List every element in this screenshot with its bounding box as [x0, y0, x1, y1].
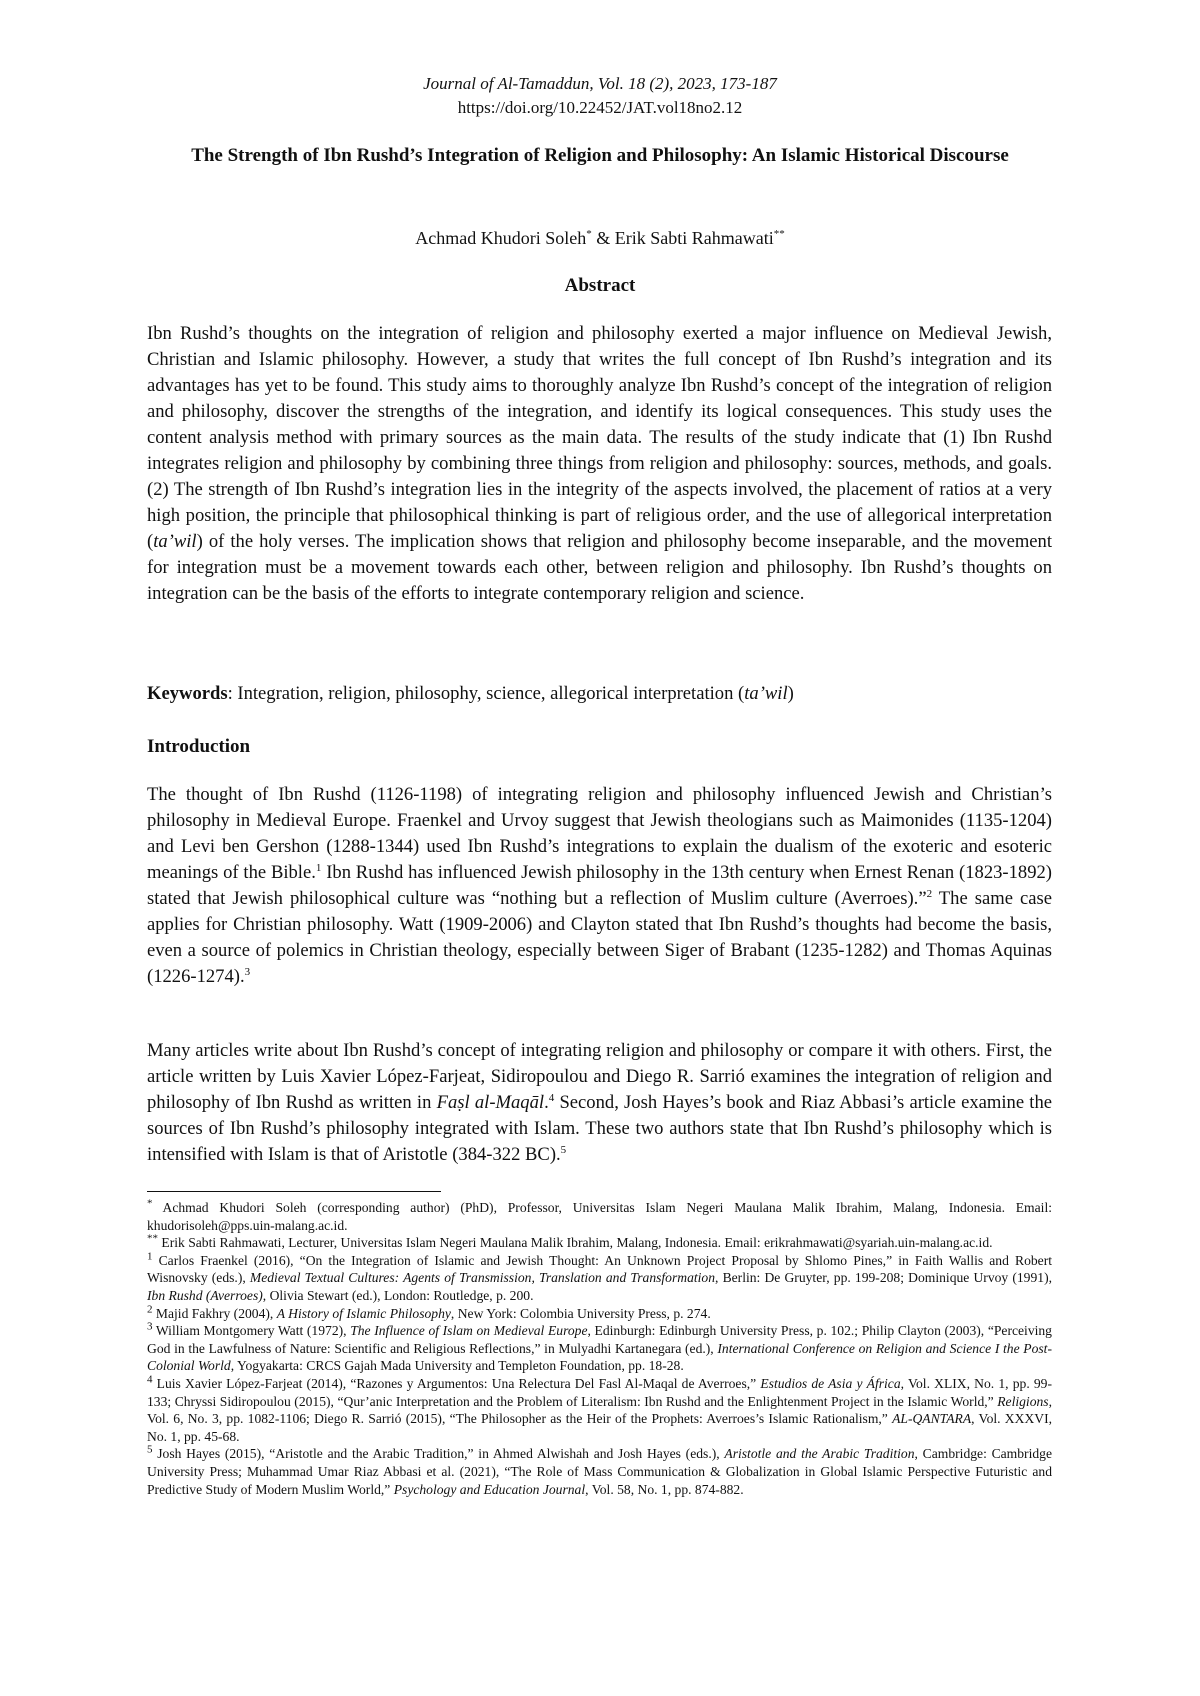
italic-term: Faṣl al-Maqāl — [436, 1092, 545, 1113]
footnote-separator — [147, 1191, 441, 1192]
abstract-heading: Abstract — [564, 275, 636, 296]
footnote-ref[interactable]: 2 — [926, 887, 933, 900]
section-heading-introduction: Introduction — [147, 736, 251, 757]
author-line — [0, 222, 1200, 250]
footnote-text: Erik Sabti Rahmawati, Lecturer, Universitas Islam Negeri Maulana Malik Ibrahim, Malang, Indonesia. Email: erikrahmawati@syariah.uin-malang.ac.id. — [158, 1235, 993, 1251]
footnote-italic: A History of Islamic Philosophy — [276, 1305, 451, 1321]
footnote-text: , Yogyakarta: CRCS Gajah Mada University and Templeton Foundation, pp. 18-28. — [230, 1358, 684, 1374]
text-run: Ibn Rushd has influenced Jewish philosophy in the 13th century when Ernest Renan (1823-1892) stated that Jewish philosophical culture was “nothing but a reflection of Muslim culture (Averroes).” — [147, 862, 1052, 909]
footnote-text: , Vol. XXXVI, No. 1, pp. 45-68. — [147, 1411, 1052, 1444]
footnote-text: , Vol. 58, No. 1, pp. 874-882. — [585, 1481, 744, 1497]
body-paragraph — [147, 782, 1052, 990]
footnote-text: , Vol. 6, No. 3, pp. 1082-1106; Diego R. Sarrió (2015), “The Philosopher as the Heir of the Prophets: Averroes’s Islamic Rationalism,” — [147, 1393, 1052, 1427]
footnote-text: Majid Fakhry (2004), — [152, 1305, 277, 1321]
body-paragraph: Many articles write about Ibn Rushd’s concept of integrating religion and philosophy or compare it with others. First, the article written by Luis Xavier López-Farjeat, Sidiropoulou and Diego R. Sarrió examines the integration of religion and philosophy of Ibn Rushd as written in Faṣl al-Maqāl.$^4$ Second, Josh Hayes’s book and Riaz Abbasi’s article examine the sources of Ibn Rushd’s philosophy integrated with Islam. These two authors state that Ibn Rushd’s philosophy which is intensified with Islam is that of Aristotle (384-322 BC).$^5$ — [147, 1040, 1053, 1165]
footnote-mark: 3 — [147, 1320, 153, 1333]
footnote-ref[interactable]: 1 — [315, 861, 322, 874]
text-run: Second, Josh Hayes’s book and Riaz Abbasi’s article examine the sources of Ibn Rushd’s philosophy integrated with Islam. These two authors state that Ibn Rushd’s philosophy which is intensified with Islam is that of Aristotle (384-322 BC). — [147, 1092, 1053, 1165]
footnote-text: Luis Xavier López-Farjeat (2014), “Razones y Argumentos: Una Relectura Del Fasl Al-Maqal de Averroes,” — [152, 1375, 761, 1391]
text-run: ) — [787, 683, 794, 704]
footnote-italic: International Conference on Religion and Science I the Post-Colonial World — [147, 1340, 1052, 1374]
footnote-text: Josh Hayes (2015), “Aristotle and the Arabic Tradition,” in Ahmed Alwishah and Josh Hayes (eds.), — [152, 1446, 725, 1462]
footnote-text: , Edinburgh: Edinburgh University Press, p. 102.; Philip Clayton (2003), “Perceiving God in the Lawfulness of Nature: Scientific and Religious Reflections,” in Mulyadhi Kartanegara (ed.), — [147, 1323, 1052, 1356]
footnote-italic: Religions — [997, 1393, 1049, 1409]
journal-citation: Journal of Al-Tamaddun, Vol. 18 (2), 2023, 173-187 — [423, 74, 777, 93]
footnote-italic: Medieval Textual Cultures: Agents of Transmission, Translation and Transformation — [249, 1270, 716, 1286]
footnote-mark: 2 — [147, 1303, 153, 1316]
italic-term: ta’wil — [153, 531, 197, 552]
doi-link[interactable]: https://doi.org/10.22452/JAT.vol18no2.12 — [457, 98, 743, 117]
author-name: Erik Sabti Rahmawati — [614, 228, 774, 248]
footnote — [147, 1305, 1052, 1323]
text-run: The thought of Ibn Rushd (1126-1198) of integrating religion and philosophy influenced Jewish and Christian’s philosophy in Medieval Europe. Fraenkel and Urvoy suggest that Jewish theologians such as Maimonides (1135-1204) and Levi ben Gershon (1288-1344) used Ibn Rushd’s integrations to explain the dualism of the exoteric and esoteric meanings of the Bible. — [147, 784, 1052, 883]
footnote-text: , New York: Colombia University Press, p. 274. — [450, 1305, 711, 1321]
footnote-italic: Aristotle and the Arabic Tradition — [724, 1446, 915, 1462]
footnote-ref[interactable]: 4 — [548, 1091, 555, 1104]
author-separator: & — [591, 228, 615, 248]
text-run: ) of the holy verses. The implication shows that religion and philosophy become inseparable, and the movement for integration must be a movement towards each other, between religion and philosophy. Ibn Rushd’s thoughts on integration can be the basis of the efforts to integrate contemporary religion and science. — [147, 531, 1052, 604]
keywords-label: Keywords — [147, 683, 228, 704]
footnote — [147, 1375, 1052, 1445]
text-run: : Integration, religion, philosophy, science, allegorical interpretation ( — [227, 683, 745, 704]
text-run: Ibn Rushd’s thoughts on the integration of religion and philosophy exerted a major influence on Medieval Jewish, Christian and Islamic philosophy. However, a study that writes the full concept of Ibn Rushd’s integration and its advantages has yet to be found. This study aims to thoroughly analyze Ibn Rushd’s concept of the integration of religion and philosophy, discover the strengths of the integration, and identify its logical consequences. This study uses the content analysis method with primary sources as the main data. The results of the study indicate that (1) Ibn Rushd integrates religion and philosophy by combining three things from religion and philosophy: sources, methods, and goals. (2) The strength of Ibn Rushd’s integration lies in the integrity of the aspects involved, the placement of ratios at a very high position, the principle that philosophical thinking is part of religious order, and the use of allegorical interpretation ( — [147, 323, 1052, 552]
footnote-italic: The Influence of Islam on Medieval Europe — [350, 1323, 588, 1339]
text-run: The same case applies for Christian philosophy. Watt (1909-2006) and Clayton stated that Ibn Rushd’s thoughts had become the basis, even a source of polemics in Christian theology, especially between Siger of Brabant (1235-1282) and Thomas Aquinas (1226-1274). — [147, 888, 1052, 987]
footnote — [147, 1199, 1052, 1234]
footnote-marker[interactable]: ** — [773, 228, 785, 240]
footnote-text: , Berlin: De Gruyter, pp. 199-208; Dominique Urvoy (1991), — [715, 1270, 1052, 1286]
keywords-line — [147, 681, 1052, 707]
footnote-text: Achmad Khudori Soleh (corresponding author) (PhD), Professor, Universitas Islam Negeri Maulana Malik Ibrahim, Malang, Indonesia. Email: khudorisoleh@pps.uin-malang.ac.id. — [147, 1200, 1052, 1233]
footnote-mark: 5 — [147, 1443, 153, 1456]
footnote-text: , Vol. XLIX, No. 1, pp. 99-133; Chryssi Sidiropoulou (2015), “Qur’anic Interpretation and the Problem of Literalism: Ibn Rushd and the Enlightenment Project in the Islamic World,” — [147, 1375, 1053, 1409]
footnote-text: Carlos Fraenkel (2016), “On the Integration of Islamic and Jewish Thought: An Unknown Project Proposal by Shlomo Pines,” in Faith Wallis and Robert Wisnovsky (eds.), — [147, 1252, 1052, 1286]
text-run: Many articles write about Ibn Rushd’s concept of integrating religion and philosophy or compare it with others. First, the article written by Luis Xavier López-Farjeat, Sidiropoulou and Diego R. Sarrió examines the integration of religion and philosophy of Ibn Rushd as written in — [147, 1040, 1052, 1113]
footnote — [147, 1234, 1052, 1252]
footnote-mark: ** — [147, 1232, 158, 1245]
footnote — [147, 1445, 1052, 1498]
footnote-text: , Cambridge: Cambridge University Press; Muhammad Umar Riaz Abbasi et al. (2021), “The Role of Mass Communication & Globalization in Global Islamic Perspective Futuristic and Predictive Study of Modern Muslim World,” — [147, 1446, 1052, 1497]
footnote-ref[interactable]: 3 — [244, 965, 251, 978]
footnote-text: William Montgomery Watt (1972), — [152, 1323, 351, 1339]
footnote-italic: Estudios de Asia y África — [760, 1375, 901, 1391]
journal-header — [0, 72, 1200, 120]
footnote-mark: * — [147, 1197, 153, 1210]
footnote — [147, 1322, 1052, 1375]
footnote-marker[interactable]: * — [586, 228, 592, 240]
footnote-ref[interactable]: 5 — [560, 1143, 567, 1156]
footnote-italic: AL-QANTARA — [892, 1411, 972, 1427]
footnote-mark: 4 — [147, 1373, 153, 1386]
footnote-mark: 1 — [147, 1250, 153, 1263]
footnote-italic: Ibn Rushd (Averroes) — [147, 1287, 263, 1303]
footnote-text: , Olivia Stewart (ed.), London: Routledge, p. 200. — [262, 1287, 534, 1303]
abstract-paragraph — [147, 321, 1052, 607]
footnote-italic: Psychology and Education Journal — [393, 1481, 586, 1497]
author-name: Achmad Khudori Soleh — [415, 228, 587, 248]
footnotes-section — [147, 1199, 1052, 1498]
paper-title: The Strength of Ibn Rushd’s Integration of Religion and Philosophy: An Islamic Historical Discourse — [191, 145, 1009, 166]
footnote — [147, 1252, 1052, 1305]
italic-term: ta’wil — [744, 683, 788, 704]
